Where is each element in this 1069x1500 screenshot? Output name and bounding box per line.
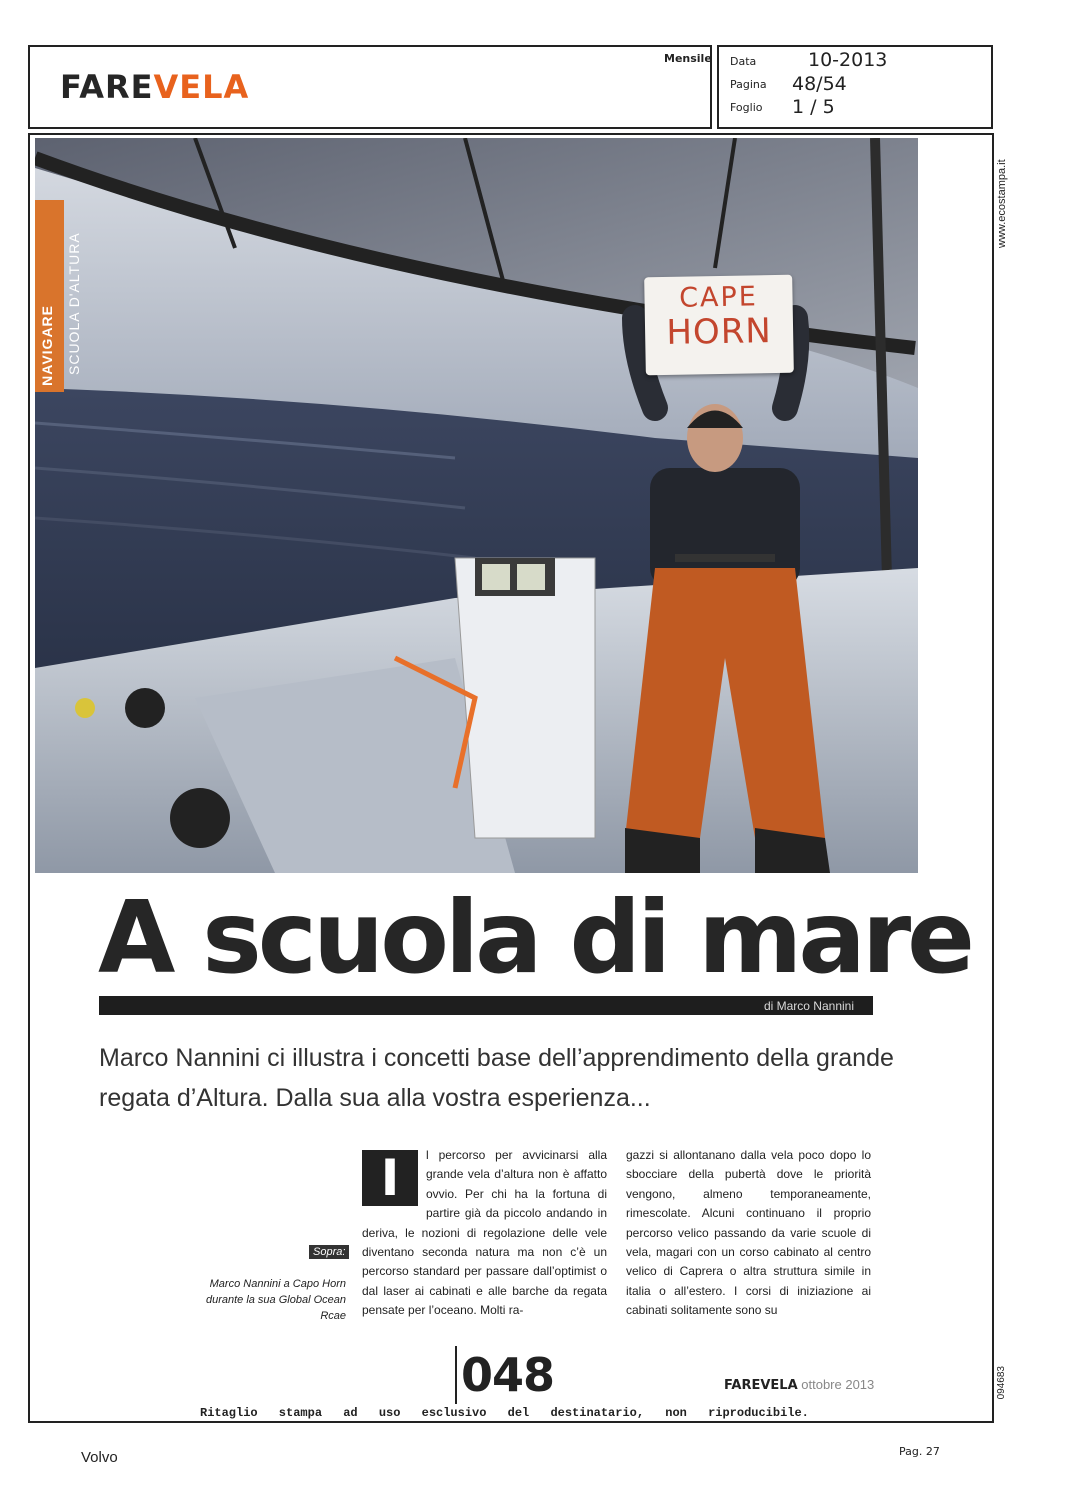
section-tab xyxy=(35,200,64,392)
sheet-value: 1 / 5 xyxy=(792,96,835,118)
client-name: Volvo xyxy=(81,1449,118,1466)
code-sidetext: 094683 xyxy=(996,1366,1007,1400)
date-label: Data xyxy=(730,55,757,68)
logo-part1: FARE xyxy=(60,68,154,106)
body-column-2: gazzi si allontanano dalla vela poco dopo lo sbocciare della pubertà dove le priorità vengono, almeno temporaneamente, rimescolate. Alcuni continuano il proprio percorso velico passando da varie scuole di vela, magari con un corso cabinato al centro velico di Caprera o altra struttura simile in italia o all’estero. I corsi di iniziazione ai cabinati solitamente sono su xyxy=(626,1148,871,1318)
page-value: 48/54 xyxy=(792,73,847,95)
magazine-logo xyxy=(60,68,249,106)
article-lead: Marco Nannini ci illustra i concetti base dell’apprendimento della grande regata d’Altura. Dalla sua alla vostra esperienza... xyxy=(99,1044,894,1112)
sign-line2: HORN xyxy=(666,311,773,353)
byline: di Marco Nannini xyxy=(763,999,854,1013)
cover-photo xyxy=(35,138,918,873)
sheet-label: Foglio xyxy=(730,101,763,114)
dropcap: I xyxy=(362,1150,418,1206)
photo-illustration xyxy=(35,138,918,873)
article-title: A scuola di mare xyxy=(98,879,971,996)
section-label: NAVIGARE xyxy=(39,305,55,386)
date-value: 10-2013 xyxy=(808,49,888,71)
clip-page: Pag. 27 xyxy=(899,1445,940,1458)
caption-label: Sopra: xyxy=(309,1245,349,1259)
page-label: Pagina xyxy=(730,78,767,91)
logo-part2: VELA xyxy=(153,68,250,106)
website-sidetext: www.ecostampa.it xyxy=(996,159,1008,248)
body-column-1 xyxy=(362,1146,607,1321)
col1-text: l percorso per avvicinarsi alla grande vela d’altura non è affatto ovvio. Per chi ha la fortuna di partire già da piccolo andando in deriva, le nozioni di regolazione delle vele diventano seconda natura ma non c’è un percorso standard per passare dall’optimist o dal laser ai cabinati e alle barche da regata pensate per l’oceano. Molti ra- xyxy=(362,1148,607,1318)
cape-horn-sign xyxy=(644,275,794,376)
footer-issue: ottobre 2013 xyxy=(801,1377,875,1392)
footer-magazine xyxy=(724,1377,874,1393)
frequency-label: Mensile xyxy=(664,52,712,65)
footer-magazine-name: FAREVELA xyxy=(724,1378,798,1393)
photo-caption: Marco Nannini a Capo Horn durante la sua Global Ocean Rcae xyxy=(205,1278,346,1322)
subsection-label: SCUOLA D'ALTURA xyxy=(66,232,82,375)
page-number: 048 xyxy=(455,1346,554,1404)
disclaimer: Ritaglio stampa ad uso esclusivo del destinatario, non riproducibile. xyxy=(200,1406,809,1420)
sign-line1: CAPE xyxy=(678,281,759,314)
